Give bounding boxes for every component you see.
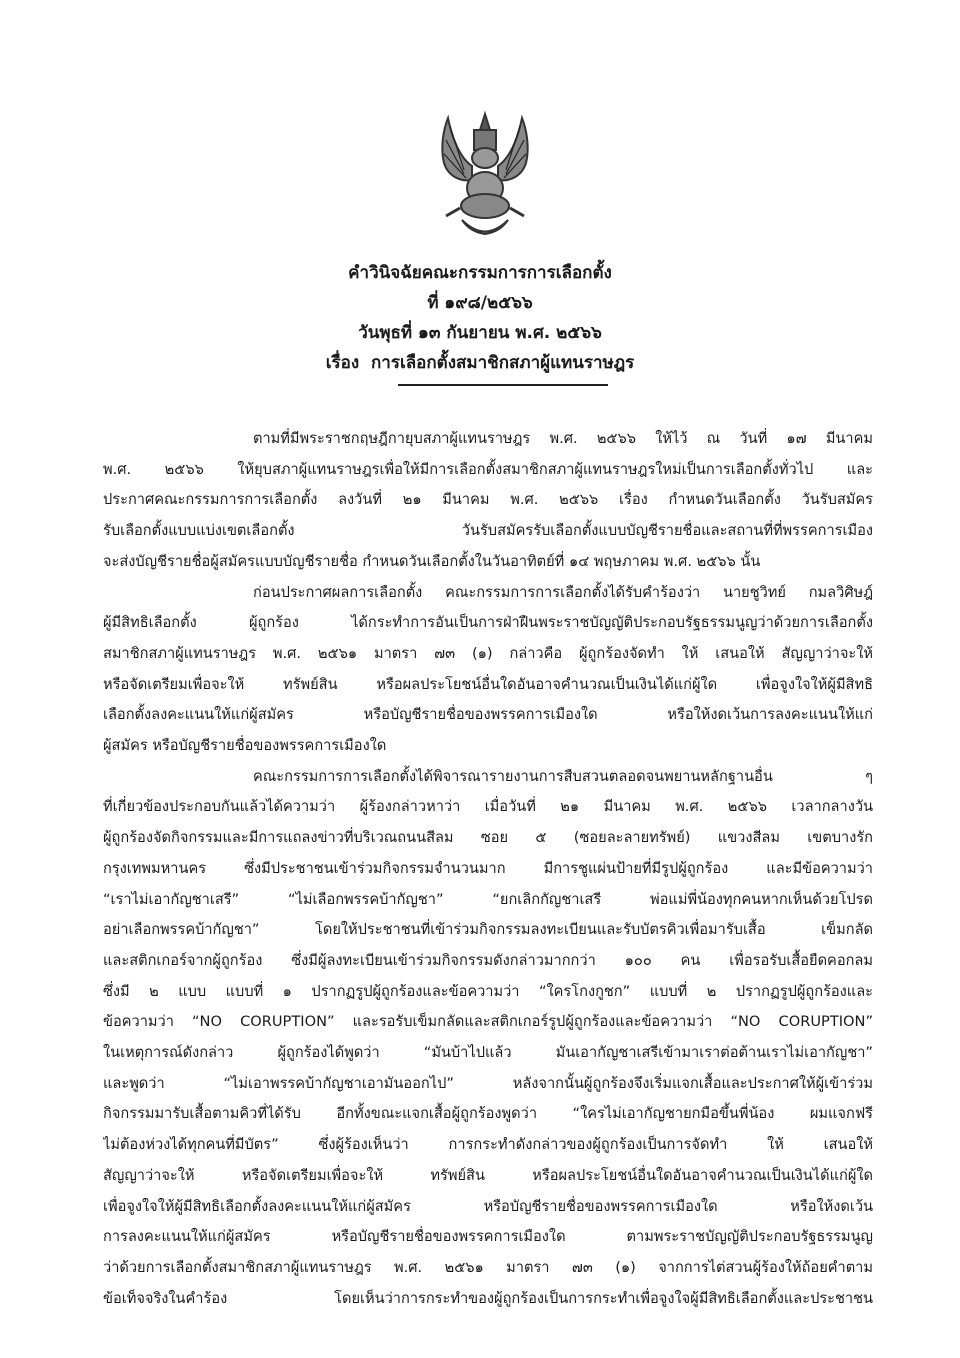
text-line: ประกาศคณะกรรมการการเลือกตั้ง ลงวันที่ ๒๑ มีนาคม พ.ศ. ๒๕๖๖ เรื่อง กำหนดวันเลือกตั้ง วันรับสมัคร	[103, 491, 873, 509]
text-line: กรุงเทพมหานคร ซึ่งมีประชาชนเข้าร่วมกิจกรรมจำนวนมาก มีการชูแผ่นป้ายที่มีรูปผู้ถูกร้อง และมีข้อความว่า	[103, 859, 873, 877]
document-header	[0, 258, 960, 378]
garuda-emblem-icon	[430, 108, 540, 243]
text-line: ตามที่มีพระราชกฤษฎีกายุบสภาผู้แทนราษฎร พ.ศ. ๒๕๖๖ ให้ไว้ ณ วันที่ ๑๗ มีนาคม	[253, 430, 873, 447]
text-line: อย่าเลือกพรรคบ้ากัญชา” โดยให้ประชาชนที่เข้าร่วมกิจกรรมลงทะเบียนและรับบัตรคิวเพื่อมารับเสื้อ เข็มกลัด	[103, 921, 873, 939]
text-line: หรือจัดเตรียมเพื่อจะให้ ทรัพย์สิน หรือผลประโยชน์อื่นใดอันอาจคำนวณเป็นเงินได้แก่ผู้ใด เพื่อจูงใจให้ผู้มีสิทธิ	[103, 675, 873, 693]
text-line: ก่อนประกาศผลการเลือกตั้ง คณะกรรมการการเลือกตั้งได้รับคำร้องว่า นายชูวิทย์ กมลวิศิษฎ์	[253, 583, 873, 601]
text-line: ผู้ถูกร้องจัดกิจกรรมและมีการแถลงข่าวที่บริเวณถนนสีลม ซอย ๕ (ซอยละลายทรัพย์) แขวงสีลม เขตบางรัก	[103, 829, 873, 847]
text-line: และพูดว่า “ไม่เอาพรรคบ้ากัญชาเอามันออกไป” หลังจากนั้นผู้ถูกร้องจึงเริ่มแจกเสื้อและประกาศให้ผู้เข้าร่วม	[103, 1074, 873, 1092]
text-line: ข้อเท็จจริงในคำร้อง โดยเห็นว่าการกระทำของผู้ถูกร้องเป็นการกระทำเพื่อจูงใจผู้มีสิทธิเลือกตั้งและประชาชน	[103, 1289, 873, 1307]
text-line: ในเหตุการณ์ดังกล่าว ผู้ถูกร้องได้พูดว่า “มันบ้าไปแล้ว มันเอากัญชาเสรีเข้ามาเราต่อต้านเราไม่เอากัญชา”	[103, 1044, 873, 1062]
text-line: ที่เกี่ยวข้องประกอบกันแล้วได้ความว่า ผู้ร้องกล่าวหาว่า เมื่อวันที่ ๒๑ มีนาคม พ.ศ. ๒๕๖๖ เวลากลางวัน	[103, 798, 873, 816]
header-divider	[398, 384, 608, 386]
text-line: เพื่อจูงใจให้ผู้มีสิทธิเลือกตั้งลงคะแนนให้แก่ผู้สมัคร หรือบัญชีรายชื่อของพรรคการเมืองใด หรือให้งดเว้น	[103, 1197, 873, 1215]
text-line: จะส่งบัญชีรายชื่อผู้สมัครแบบบัญชีรายชื่อ กำหนดวันเลือกตั้งในวันอาทิตย์ที่ ๑๔ พฤษภาคม พ.ศ. ๒๕๖๖ นั้น	[103, 552, 761, 570]
text-line: พ.ศ. ๒๕๖๖ ให้ยุบสภาผู้แทนราษฎรเพื่อให้มีการเลือกตั้งสมาชิกสภาผู้แทนราษฎรใหม่เป็นการเลือกตั้งทั่วไป และ	[103, 460, 873, 478]
text-line: ซึ่งมี ๒ แบบ แบบที่ ๑ ปรากฏรูปผู้ถูกร้องและข้อความว่า “ใครโกงกูชก” แบบที่ ๒ ปรากฏรูปผู้ถูกร้องและ	[103, 982, 873, 1000]
paragraph-3	[103, 762, 873, 1315]
text-line: สัญญาว่าจะให้ หรือจัดเตรียมเพื่อจะให้ ทรัพย์สิน หรือผลประโยชน์อื่นใดอันอาจคำนวณเป็นเงินได้แก่ผู้ใด	[103, 1166, 873, 1184]
decision-subject	[0, 348, 960, 378]
document-body	[103, 424, 873, 1314]
text-line: สมาชิกสภาผู้แทนราษฎร พ.ศ. ๒๕๖๑ มาตรา ๗๓ (๑) กล่าวคือ ผู้ถูกร้องจัดทำ ให้ เสนอให้ สัญญาว่าจะให้	[103, 644, 873, 662]
decision-date: วันพุธที่ ๑๓ กันยายน พ.ศ. ๒๕๖๖	[358, 323, 602, 343]
paragraph-2	[103, 578, 873, 762]
paragraph-1	[103, 424, 873, 578]
text-line: ว่าด้วยการเลือกตั้งสมาชิกสภาผู้แทนราษฎร พ.ศ. ๒๕๖๑ มาตรา ๗๓ (๑) จากการไต่สวนผู้ร้องให้ถ้อยคำตาม	[103, 1258, 873, 1276]
subject-text: การเลือกตั้งสมาชิกสภาผู้แทนราษฎร	[370, 353, 635, 373]
text-line: ไม่ต้องห่วงได้ทุกคนที่มีบัตร” ซึ่งผู้ร้องเห็นว่า การกระทำดังกล่าวของผู้ถูกร้องเป็นการจัดทำ ให้ เสนอให้	[103, 1136, 873, 1154]
text-line: และสติกเกอร์จากผู้ถูกร้อง ซึ่งมีผู้ลงทะเบียนเข้าร่วมกิจกรรมดังกล่าวมากกว่า ๑๐๐ คน เพื่อรอรับเสื้อยืดคอกลม	[103, 951, 873, 969]
text-line: รับเลือกตั้งแบบแบ่งเขตเลือกตั้ง วันรับสมัครรับเลือกตั้งแบบบัญชีรายชื่อและสถานที่ที่พรรคการเมือง	[103, 522, 873, 540]
text-line: เลือกตั้งลงคะแนนให้แก่ผู้สมัคร หรือบัญชีรายชื่อของพรรคการเมืองใด หรือให้งดเว้นการลงคะแนนให้แก่	[103, 706, 873, 724]
subject-label: เรื่อง	[325, 353, 360, 373]
text-line: ผู้มีสิทธิเลือกตั้ง ผู้ถูกร้อง ได้กระทำการอันเป็นการฝ่าฝืนพระราชบัญญัติประกอบรัฐธรรมนูญว่าด้วยการเลือกตั้ง	[103, 614, 873, 632]
decision-title: คำวินิจฉัยคณะกรรมการการเลือกตั้ง	[348, 263, 612, 283]
text-line: การลงคะแนนให้แก่ผู้สมัคร หรือบัญชีรายชื่อของพรรคการเมืองใด ตามพระราชบัญญัติประกอบรัฐธรรมนูญ	[103, 1228, 873, 1246]
text-line: ผู้สมัคร หรือบัญชีรายชื่อของพรรคการเมืองใด	[103, 737, 387, 755]
decision-number: ที่ ๑๙๘/๒๕๖๖	[427, 293, 533, 313]
text-line: “เราไม่เอากัญชาเสรี” “ไม่เลือกพรรคบ้ากัญชา” “ยกเลิกกัญชาเสรี พ่อแม่พี่น้องทุกคนหากเห็นด้วยโปรด	[103, 890, 873, 908]
text-line: กิจกรรมมารับเสื้อตามคิวที่ได้รับ อีกทั้งขณะแจกเสื้อผู้ถูกร้องพูดว่า “ใครไม่เอากัญชายกมือขึ้นพี่น้อง ผมแจกฟรี	[103, 1105, 873, 1123]
text-line: คณะกรรมการการเลือกตั้งได้พิจารณารายงานการสืบสวนตลอดจนพยานหลักฐานอื่น ๆ	[253, 767, 873, 785]
text-line: ข้อความว่า “NO CORUPTION” และรอรับเข็มกลัดและสติกเกอร์รูปผู้ถูกร้องและข้อความว่า “NO CORUPTION”	[103, 1013, 873, 1031]
